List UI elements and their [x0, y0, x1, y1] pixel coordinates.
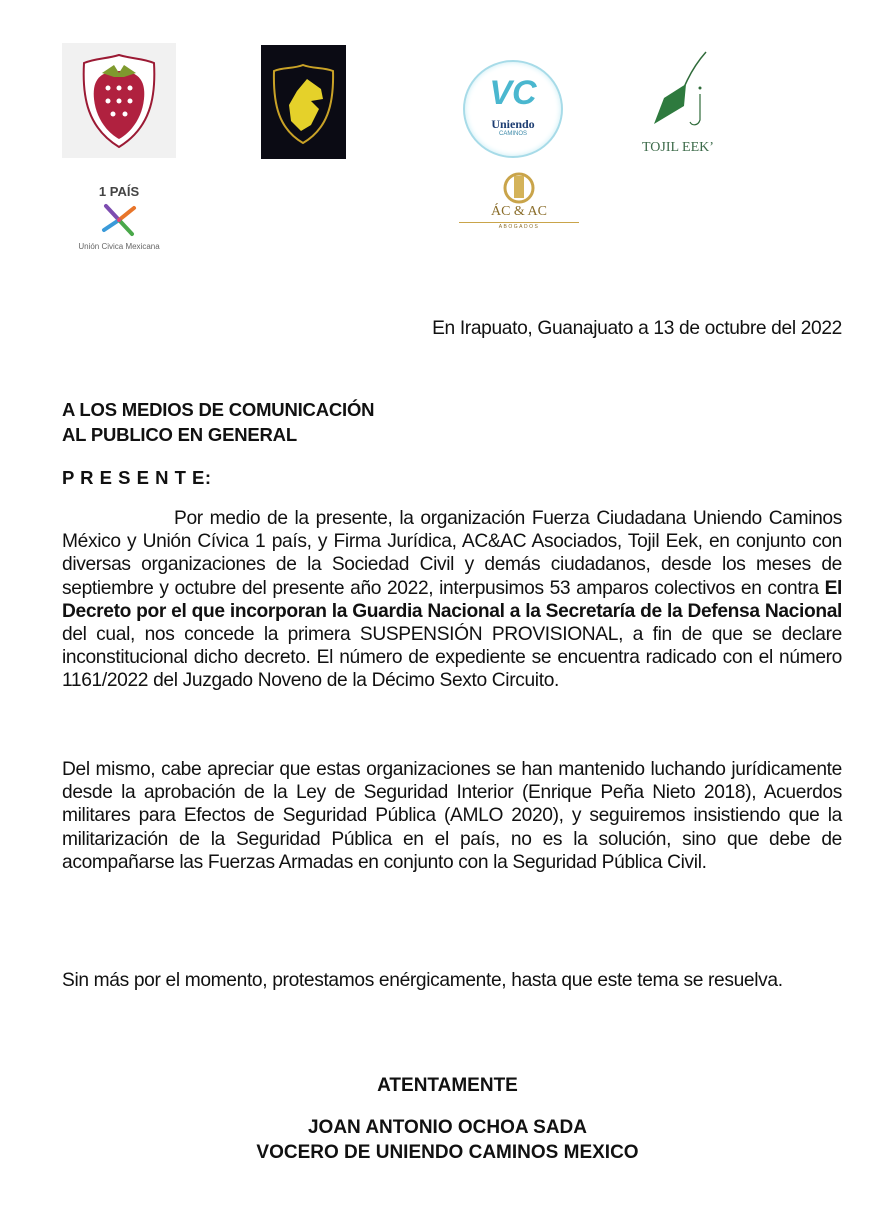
decree-title: El Decreto por el que incorporan la Guardia Nacional a la Secretaría de la Defensa Nacional: [62, 577, 842, 622]
paragraph-1-text-a: Por medio de la presente, la organización Fuerza Ciudadana Uniendo Caminos México y Unión Cívica 1 país, y Firma Jurídica, AC&AC Asociados, Tojil Eek, en conjunto con diversas organizaciones de la Sociedad Civil y demás ciudadanos, desde los meses de septiembre y octubre del presente año 2022, interpusimos 53 amparos colectivos en contra: [62, 508, 842, 599]
signer-name: JOAN ANTONIO OCHOA SADA: [307, 1117, 588, 1138]
uniendo-line2: CAMINOS: [498, 131, 527, 137]
signer-title: VOCERO DE UNIENDO CAMINOS MEXICO: [256, 1142, 639, 1163]
date-line: En Irapuato, Guanajuato a 13 de octubre del 2022: [432, 318, 842, 339]
acac-rule: [459, 222, 579, 223]
presente-heading: P R E S E N T E:: [62, 467, 212, 488]
paragraph-1-text-b: del cual, nos concede la primera SUSPENSIÓN PROVISIONAL, a fin de que se declare inconstitucional dicho decreto. El número de expediente se encuentra radicado con el número 1161/2022 del Juzgado Noveno de la Décimo Sexto Circuito.: [62, 624, 842, 692]
acac-title: ÁC & AC: [490, 204, 547, 219]
body-paragraph-1: [62, 507, 842, 693]
wolf-icon: [261, 45, 346, 159]
people-star-icon: [66, 200, 176, 240]
un-pais-logo: [66, 184, 176, 256]
uniendo-line1: Uniendo: [491, 117, 535, 131]
strawberry-icon: [62, 43, 176, 158]
addressee-line-2: AL PUBLICO EN GENERAL: [62, 424, 297, 445]
uniendo-caminos-logo: [463, 60, 563, 158]
tojil-text: TOJIL EEK’: [642, 140, 714, 155]
acac-abogados-logo: [459, 170, 579, 232]
wolf-shield-logo: [261, 45, 346, 159]
un-pais-subtitle: Unión Civica Mexicana: [78, 242, 160, 251]
closing-text: ATENTAMENTE: [377, 1075, 518, 1096]
body-paragraph-3: Sin más por el momento, protestamos enérgicamente, hasta que este tema se resuelva.: [62, 970, 783, 991]
justice-emblem-icon: [459, 170, 579, 204]
strawberry-shield-logo: [62, 43, 176, 158]
leaf-icon: [640, 50, 730, 130]
uniendo-initials: VC: [489, 74, 537, 112]
tojil-eek-logo: [640, 50, 730, 160]
body-paragraph-2: Del mismo, cabe apreciar que estas organizaciones se han mantenido luchando jurídicamente desde la aprobación de la Ley de Seguridad Interior (Enrique Peña Nieto 2018), Acuerdos militares para Efectos de Seguridad Pública (AMLO 2020), y seguiremos insistiendo que la militarización de la Seguridad Pública en el país, no es la solución, sino que debe de acompañarse las Fuerzas Armadas en conjunto con la Seguridad Pública Civil.: [62, 759, 842, 873]
un-pais-title: 1 PAÍS: [98, 184, 140, 199]
acac-subtitle: ABOGADOS: [498, 224, 540, 230]
addressee-line-1: A LOS MEDIOS DE COMUNICACIÓN: [62, 399, 375, 420]
